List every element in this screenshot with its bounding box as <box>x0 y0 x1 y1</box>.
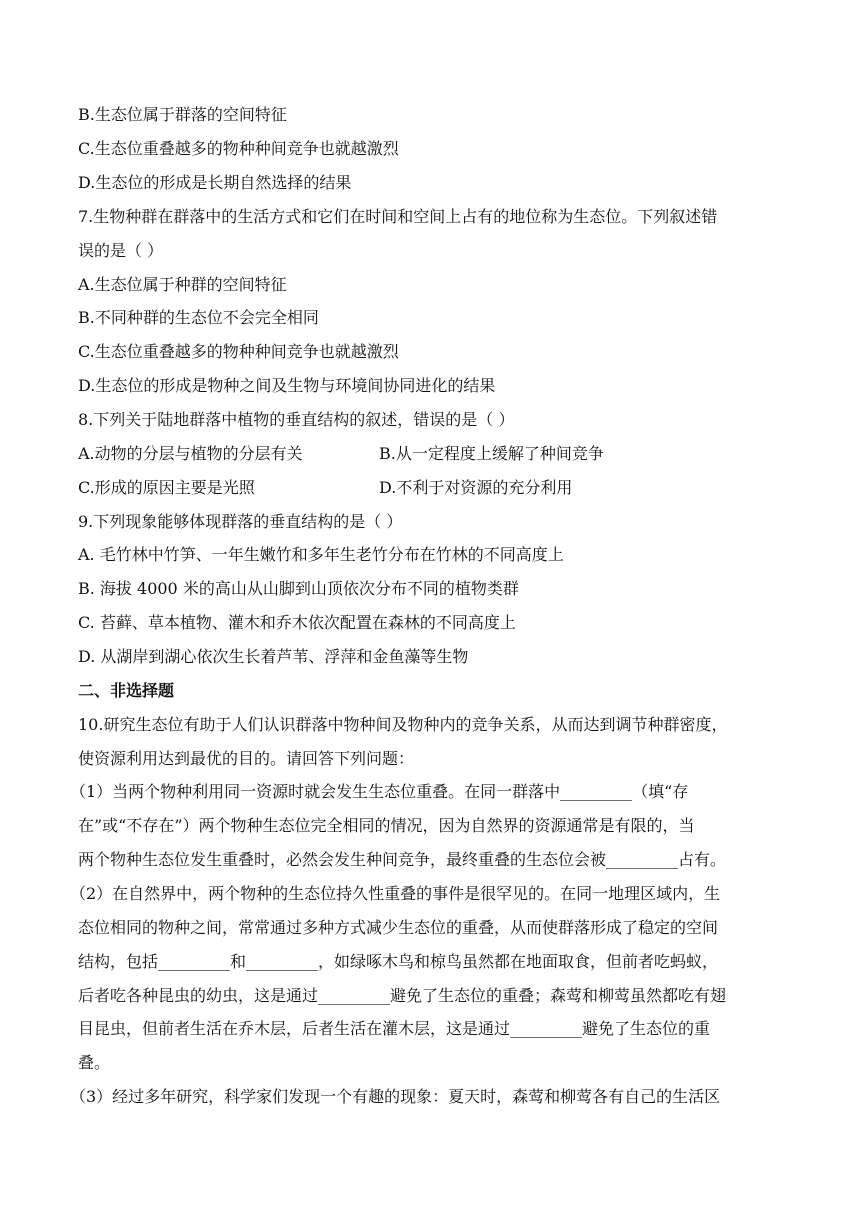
q7-option-d: D.生态位的形成是物种之间及生物与环境间协同进化的结果 <box>78 376 496 395</box>
q10-part2-line4: 后者吃各种昆虫的幼虫，这是通过_________避免了生态位的重叠；森莺和柳莺虽然都吃有翅 <box>78 986 727 1005</box>
q10-part2-line3: 结构，包括_________和_________，如绿啄木鸟和椋鸟虽然都在地面取食，但前者吃蚂蚁， <box>78 952 719 971</box>
q10-part2-line2: 态位相同的物种之间，常常通过多种方式减少生态位的重叠，从而使群落形成了稳定的空间 <box>78 918 719 937</box>
q8-stem: 8.下列关于陆地群落中植物的垂直结构的叙述，错误的是（ ） <box>78 410 515 429</box>
q7-option-c: C.生态位重叠越多的物种种间竞争也就越激烈 <box>78 342 399 361</box>
q10-part1-line1: （1）当两个物种利用同一资源时就会发生生态位重叠。在同一群落中_________（填“存 <box>70 782 689 801</box>
q10-intro-line2: 使资源利用达到最优的目的。请回答下列问题： <box>78 749 415 768</box>
q8-option-b: B.从一定程度上缓解了种间竞争 <box>379 444 604 463</box>
q10-part3-line1: （3）经过多年研究，科学家们发现一个有趣的现象：夏天时，森莺和柳莺各有自己的生活区 <box>70 1087 721 1106</box>
q10-part2-line6: 叠。 <box>78 1053 111 1072</box>
q9-stem: 9.下列现象能够体现群落的垂直结构的是（ ） <box>78 512 403 531</box>
q10-part1-line2: 在”或“不存在”）两个物种生态位完全相同的情况，因为自然界的资源通常是有限的，当 <box>78 816 695 835</box>
q10-intro-line1: 10.研究生态位有助于人们认识群落中物种间及物种内的竞争关系，从而达到调节种群密度， <box>78 715 728 734</box>
q6-option-c: C.生态位重叠越多的物种种间竞争也就越激烈 <box>78 139 399 158</box>
q8-options-row1 <box>78 439 778 469</box>
q7-stem-line1: 7.生物种群在群落中的生活方式和它们在时间和空间上占有的地位称为生态位。下列叙述错 <box>78 207 718 226</box>
q9-option-b: B. 海拔 4000 米的高山从山脚到山顶依次分布不同的植物类群 <box>78 579 519 598</box>
q10-part2-line1: （2）在自然界中，两个物种的生态位持久性重叠的事件是很罕见的。在同一地理区域内，生 <box>70 884 721 903</box>
q10-part2-line5: 目昆虫，但前者生活在乔木层，后者生活在灌木层，这是通过_________避免了生态位的重 <box>78 1019 711 1038</box>
q7-stem-line2: 误的是（ ） <box>78 241 164 260</box>
q10-part1-line3: 两个物种生态位发生重叠时，必然会发生种间竞争，最终重叠的生态位会被_________占有。 <box>78 850 727 869</box>
q8-option-c: C.形成的原因主要是光照 <box>78 478 255 497</box>
q9-option-a: A. 毛竹林中竹笋、一年生嫩竹和多年生老竹分布在竹林的不同高度上 <box>78 545 564 564</box>
q7-option-b: B.不同种群的生态位不会完全相同 <box>78 308 319 327</box>
q9-option-c: C. 苔藓、草本植物、灌木和乔木依次配置在森林的不同高度上 <box>78 613 516 632</box>
q8-options-row2 <box>78 473 778 503</box>
q6-option-b: B.生态位属于群落的空间特征 <box>78 105 287 124</box>
q7-option-a: A.生态位属于种群的空间特征 <box>78 275 287 294</box>
q6-option-d: D.生态位的形成是长期自然选择的结果 <box>78 173 352 192</box>
q8-option-d: D.不利于对资源的充分利用 <box>379 478 573 497</box>
section-title-non-choice: 二、非选择题 <box>78 681 175 700</box>
q8-option-a: A.动物的分层与植物的分层有关 <box>78 444 303 463</box>
q9-option-d: D. 从湖岸到湖心依次生长着芦苇、浮萍和金鱼藻等生物 <box>78 647 469 666</box>
